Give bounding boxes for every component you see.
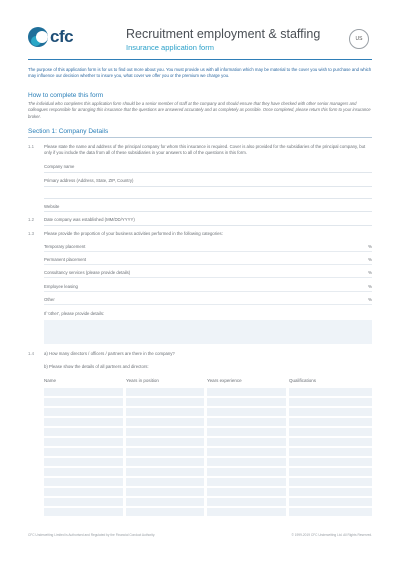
table-cell-input[interactable] [126, 498, 204, 506]
table-row [44, 398, 372, 406]
table-cell-input[interactable] [289, 458, 372, 466]
table-row [44, 408, 372, 416]
question-1-4a-text: a) How many directors / officers / partners are there in the company? [44, 351, 175, 356]
table-cell-input[interactable] [44, 398, 123, 406]
column-header-years-experience: Years experience [207, 378, 242, 383]
cfc-logo [28, 27, 73, 47]
section-1-divider [28, 137, 372, 138]
table-cell-input[interactable] [207, 428, 286, 436]
percent-sign: % [368, 297, 372, 302]
table-cell-input[interactable] [44, 428, 123, 436]
table-cell-input[interactable] [289, 388, 372, 396]
table-row [44, 418, 372, 426]
row-label: Employee leasing [44, 284, 78, 289]
company-name-label: Company name [44, 164, 75, 169]
logo-text: cfc [50, 27, 74, 46]
table-row [44, 498, 372, 506]
table-cell-input[interactable] [207, 478, 286, 486]
how-to-heading: How to complete this form [28, 92, 104, 99]
directors-table [44, 388, 372, 518]
question-number: 1.4 [28, 351, 34, 356]
table-cell-input[interactable] [44, 488, 123, 496]
table-cell-input[interactable] [207, 388, 286, 396]
row-label: Temporary placement [44, 244, 86, 249]
table-row [44, 478, 372, 486]
question-number: 1.3 [28, 231, 34, 236]
column-header-years-in-position: Years in position [126, 378, 159, 383]
table-row [44, 438, 372, 446]
table-row [44, 448, 372, 456]
column-header-qualifications: Qualifications [289, 378, 317, 383]
table-cell-input[interactable] [126, 458, 204, 466]
table-row [44, 428, 372, 436]
table-cell-input[interactable] [44, 388, 123, 396]
header-divider [28, 59, 372, 60]
percent-sign: % [368, 257, 372, 262]
table-row [44, 508, 372, 516]
table-cell-input[interactable] [44, 448, 123, 456]
percent-sign: % [368, 244, 372, 249]
table-cell-input[interactable] [126, 448, 204, 456]
table-cell-input[interactable] [126, 478, 204, 486]
other-details-label: If 'other', please provide details: [44, 311, 105, 316]
table-cell-input[interactable] [207, 398, 286, 406]
table-cell-input[interactable] [207, 488, 286, 496]
table-row [44, 488, 372, 496]
website-label: Website [44, 204, 60, 209]
other-details-textarea[interactable] [44, 320, 372, 344]
percentage-row[interactable] [44, 270, 372, 278]
percentage-row[interactable] [44, 257, 372, 265]
row-label: Other [44, 297, 55, 302]
date-established-field[interactable] [44, 225, 372, 226]
website-field[interactable] [44, 211, 372, 212]
table-cell-input[interactable] [289, 438, 372, 446]
table-cell-input[interactable] [44, 418, 123, 426]
table-cell-input[interactable] [44, 498, 123, 506]
table-cell-input[interactable] [126, 508, 204, 516]
table-cell-input[interactable] [207, 418, 286, 426]
section-1-heading: Section 1: Company Details [28, 128, 109, 135]
form-subtitle: Insurance application form [126, 43, 214, 52]
question-number: 1.1 [28, 144, 34, 149]
table-cell-input[interactable] [289, 408, 372, 416]
company-name-field[interactable] [44, 172, 372, 173]
table-cell-input[interactable] [289, 498, 372, 506]
table-row [44, 468, 372, 476]
table-cell-input[interactable] [207, 458, 286, 466]
column-header-name: Name [44, 378, 57, 383]
table-cell-input[interactable] [44, 468, 123, 476]
table-cell-input[interactable] [207, 408, 286, 416]
table-cell-input[interactable] [126, 398, 204, 406]
percent-sign: % [368, 284, 372, 289]
table-cell-input[interactable] [289, 488, 372, 496]
table-cell-input[interactable] [44, 508, 123, 516]
table-cell-input[interactable] [126, 418, 204, 426]
table-cell-input[interactable] [207, 438, 286, 446]
table-cell-input[interactable] [207, 448, 286, 456]
table-cell-input[interactable] [126, 488, 204, 496]
table-cell-input[interactable] [289, 418, 372, 426]
table-cell-input[interactable] [289, 468, 372, 476]
percentage-row[interactable] [44, 297, 372, 305]
form-title: Recruitment employment & staffing [126, 27, 321, 41]
table-cell-input[interactable] [207, 498, 286, 506]
primary-address-label: Primary address (Address, State, ZIP, Country) [44, 178, 134, 183]
table-cell-input[interactable] [289, 428, 372, 436]
table-row [44, 388, 372, 396]
table-cell-input[interactable] [126, 408, 204, 416]
table-cell-input[interactable] [126, 438, 204, 446]
table-cell-input[interactable] [207, 468, 286, 476]
question-1-3-text: Please provide the proportion of your business activities performed in the following categories: [44, 231, 223, 236]
table-cell-input[interactable] [44, 458, 123, 466]
logo-mark-icon [28, 27, 48, 47]
table-row [44, 458, 372, 466]
table-cell-input[interactable] [289, 448, 372, 456]
table-cell-input[interactable] [44, 438, 123, 446]
question-number: 1.2 [28, 217, 34, 222]
footer-copyright: © 1999-2019 CFC Underwriting Ltd. All Rights Reserved. [291, 533, 372, 537]
table-cell-input[interactable] [289, 508, 372, 516]
primary-address-field[interactable] [44, 186, 372, 187]
date-established-label: Date company was established (MM/DD/YYYY) [44, 217, 135, 222]
question-1-1-text: Please state the name and address of the principal company for whom this insurance is required. Cover is also provided for the subsidiaries of the principal company, but only if you include the data from all of these subsidiaries in your answers to all of the questions in this form. [44, 144, 366, 155]
question-1-4b-text: b) Please show the details of all partners and directors: [44, 364, 149, 369]
table-cell-input[interactable] [126, 428, 204, 436]
intro-text: The purpose of this application form is for us to find out more about you. You must provide us with all information which may be material to the cover you wish to purchase and which may influence our decision whether to insure you, what cover we offer you or the premium we charge you. [28, 67, 372, 79]
table-cell-input[interactable] [207, 508, 286, 516]
table-cell-input[interactable] [289, 478, 372, 486]
table-cell-input[interactable] [44, 478, 123, 486]
table-cell-input[interactable] [44, 408, 123, 416]
row-label: Permanent placement [44, 257, 87, 262]
table-cell-input[interactable] [126, 388, 204, 396]
percent-sign: % [368, 270, 372, 275]
footer-legal-text: CFC Underwriting Limited is Authorised and Regulated by the Financial Conduct Authority. [28, 533, 156, 537]
row-label: Consultancy services (please provide details) [44, 270, 131, 275]
percentage-row[interactable] [44, 284, 372, 292]
how-to-text: The individual who completes this application form should be a senior member of staff at the company and should ensure that they have checked with other senior managers and colleagues responsible for arranging this insurance that the questions are answered accurately and as completely as possible. Once completed, please return this form to your insurance broker. [28, 101, 371, 119]
primary-address-field-line-2[interactable] [44, 198, 372, 199]
region-badge: US [349, 29, 369, 49]
table-cell-input[interactable] [289, 398, 372, 406]
table-cell-input[interactable] [126, 468, 204, 476]
percentage-row[interactable] [44, 244, 372, 252]
